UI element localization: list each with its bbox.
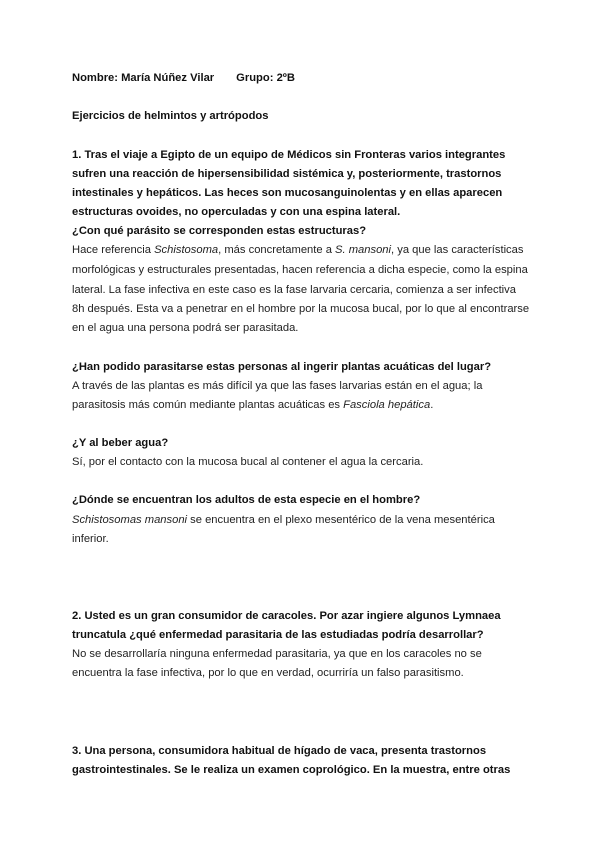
q3-prompt-line: gastrointestinales. Se le realiza un examen coprológico. En la muestra, entre otras [72,764,511,776]
q2-answer-line: No se desarrollaría ninguna enfermedad parasitaria, ya que en los caracoles no se [72,648,482,660]
section-title: Ejercicios de helmintos y artrópodos [72,110,269,122]
q1-sub3-question: ¿Y al beber agua? [72,437,169,449]
answer-text: se encuentra en el plexo mesentérico de la vena mesentérica [187,514,495,526]
q1-sub1-answer-line: morfológicas y estructurales presentadas, hacen referencia a dicha especie, como la espina [72,264,528,276]
q2-answer-line: encuentra la fase infectiva, por lo que en verdad, ocurriría un falso parasitismo. [72,667,464,679]
q2-prompt-line: 2. Usted es un gran consumidor de caracoles. Por azar ingiere algunos Lymnaea [72,610,501,622]
q1-sub1-answer-line: lateral. La fase infectiva en este caso es la fase larvaria cercaria, comienza a ser infectiva [72,284,516,296]
q3-prompt-line: 3. Una persona, consumidora habitual de hígado de vaca, presenta trastornos [72,745,487,757]
species-name: Schistosoma [154,244,219,256]
student-name: Nombre: María Núñez Vilar [72,72,215,84]
answer-text: . [430,399,434,411]
q1-prompt-line: sufren una reacción de hipersensibilidad sistémica y, posteriormente, trastornos [72,168,502,180]
q1-sub1-answer-line: en el agua una persona podrá ser parasitada. [72,322,299,334]
answer-text: , más concretamente a [218,244,336,256]
answer-text: , ya que las características [391,244,524,256]
q1-sub4-answer-line [72,513,542,527]
q1-sub1-answer-line [72,243,542,257]
species-name: S. mansoni [335,244,392,256]
student-group: Grupo: 2ºB [236,72,295,84]
q1-prompt-line: 1. Tras el viaje a Egipto de un equipo de Médicos sin Fronteras varios integrantes [72,149,506,161]
answer-text: parasitosis más común mediante plantas acuáticas es [72,399,344,411]
q1-prompt-line: intestinales y hepáticos. Las heces son mucosanguinolentas y en ellas aparecen [72,187,503,199]
species-name: Fasciola hepática [343,399,431,411]
q1-sub4-answer-line: inferior. [72,533,109,545]
q2-prompt-line: truncatula ¿qué enfermedad parasitaria de las estudiadas podría desarrollar? [72,629,484,641]
q1-sub1-question: ¿Con qué parásito se corresponden estas estructuras? [72,225,367,237]
q1-sub2-answer-line: A través de las plantas es más difícil ya que las fases larvarias están en el agua; la [72,380,483,392]
q1-sub2-answer-line [72,398,542,412]
species-name: Schistosomas mansoni [72,514,188,526]
q1-sub1-answer-line: 8h después. Esta va a penetrar en el hombre por la mucosa bucal, por lo que al encontrarse [72,303,530,315]
q1-sub3-answer: Sí, por el contacto con la mucosa bucal al contener el agua la cercaria. [72,456,424,468]
answer-text: Hace referencia [72,244,155,256]
q1-sub2-question: ¿Han podido parasitarse estas personas al ingerir plantas acuáticas del lugar? [72,361,492,373]
q1-sub4-question: ¿Dónde se encuentran los adultos de esta especie en el hombre? [72,494,421,506]
q1-prompt-line: estructuras ovoides, no operculadas y con una espina lateral. [72,206,401,218]
student-header [72,71,542,85]
